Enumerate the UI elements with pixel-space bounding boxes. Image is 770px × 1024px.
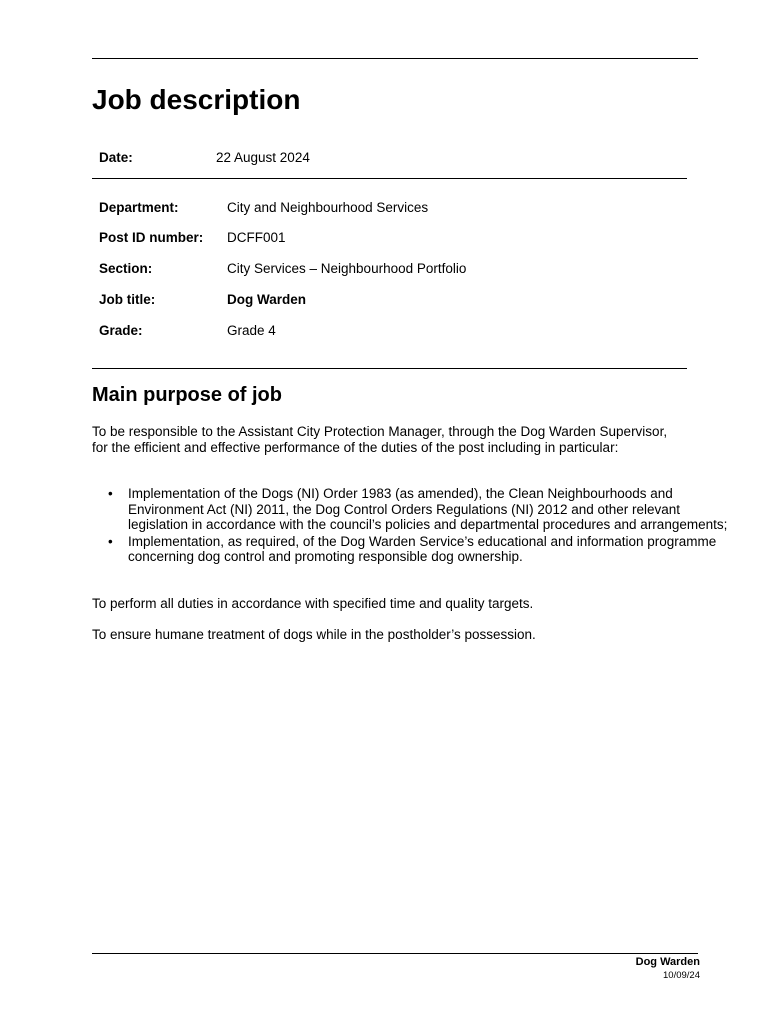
job-title-value: Dog Warden: [227, 292, 306, 307]
post-id-value: DCFF001: [227, 230, 286, 245]
footer-title: Dog Warden: [635, 956, 700, 968]
grade-label: Grade:: [99, 323, 143, 338]
main-purpose-heading: Main purpose of job: [92, 384, 282, 406]
bullet-icon: •: [108, 486, 113, 501]
section-value: City Services – Neighbourhood Portfolio: [227, 261, 467, 276]
duty-text: Implementation, as required, of the Dog Warden Service’s educational and information programme concerning dog control and promoting responsible dog ownership.: [128, 533, 717, 564]
job-title-label: Job title:: [99, 292, 156, 307]
duties-list: [92, 486, 734, 565]
post-id-label: Post ID number:: [99, 230, 204, 245]
bullet-icon: •: [108, 533, 113, 549]
fields-rule: [92, 368, 687, 369]
date-label: Date:: [99, 150, 133, 165]
humane-treatment-paragraph: To ensure humane treatment of dogs while in the postholder’s possession.: [92, 627, 536, 642]
duty-text: Implementation of the Dogs (NI) Order 1983 (as amended), the Clean Neighbourhoods and Environment Act (NI) 2011, the Dog Control Orders Regulations (NI) 2012 and other relevant legislation in accordance with the council’s policies and departmental procedures and arrangements;: [128, 486, 728, 532]
footer-rule: [92, 953, 698, 954]
header-rule: [92, 58, 698, 59]
date-rule: [92, 178, 687, 179]
date-value: 22 August 2024: [216, 150, 310, 165]
list-item: [108, 533, 734, 565]
department-value: City and Neighbourhood Services: [227, 200, 429, 215]
page-title: Job description: [92, 84, 301, 115]
footer-date: 10/09/24: [663, 970, 700, 981]
department-label: Department:: [99, 200, 179, 215]
main-purpose-intro: To be responsible to the Assistant City Protection Manager, through the Dog Warden Supervisor, for the efficient and effective performance of the duties of the post including in particular:: [92, 424, 668, 455]
grade-value: Grade 4: [227, 323, 276, 338]
performance-paragraph: To perform all duties in accordance with specified time and quality targets.: [92, 596, 534, 611]
list-item: [108, 486, 734, 533]
section-label: Section:: [99, 261, 153, 276]
